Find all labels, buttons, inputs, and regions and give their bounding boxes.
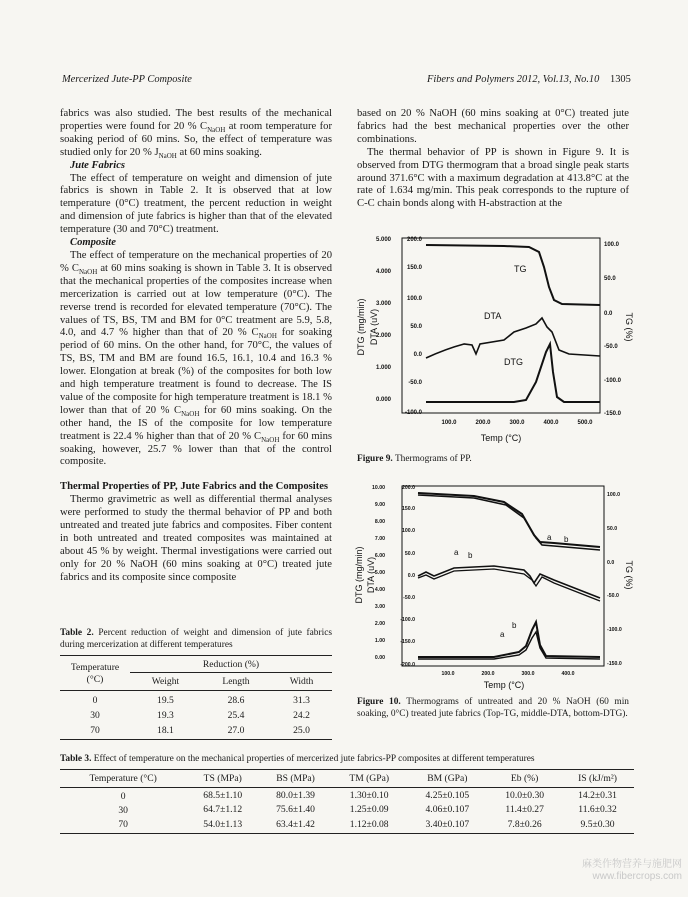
table2-cell: 18.1 <box>157 725 174 736</box>
fig9-label-dtg: DTG <box>504 357 523 367</box>
fig10-dta-tick: 200.0 <box>402 485 415 491</box>
table3-cell: 70 <box>118 819 128 830</box>
watermark <box>582 859 682 883</box>
watermark-line1: 麻类作物营养与施肥网 <box>582 859 682 870</box>
table3-cell: 14.2±0.31 <box>578 789 617 801</box>
table-row <box>60 706 332 721</box>
fig10-dtg-tick: 2.00 <box>374 621 385 627</box>
fig9-tg-tick: 100.0 <box>604 242 620 248</box>
table3-cell: 11.6±0.32 <box>578 803 617 815</box>
table3-cell: 10.0±0.30 <box>505 789 545 801</box>
table2-cell: 0 <box>92 695 98 706</box>
fig9-dtg-tick: 1.000 <box>375 365 391 371</box>
fig9-x-tick: 300.0 <box>509 420 525 426</box>
table3-cell: 3.40±0.107 <box>425 819 470 830</box>
fig9-dta-tick: 0.0 <box>413 352 422 358</box>
table2-cell: 24.2 <box>293 710 310 721</box>
fig10-x-tick: 300.0 <box>521 671 535 677</box>
fig9-dta-tick: 200.0 <box>406 237 422 243</box>
table-row <box>60 691 332 707</box>
fig9-tg-tick: 0.0 <box>604 311 613 317</box>
fig9-tg-tick: 50.0 <box>604 276 616 282</box>
table3-cell: 64.7±1.12 <box>203 803 243 815</box>
fig9-dta-tick: 100.0 <box>406 296 422 302</box>
paragraph-intro: fabrics was also studied. The best results of the mechanical properties were found for 20 % $C_{NaOH}$ at room temperature for soaking period of 60 mins. So, the effect of temperature was studied only for 20 % $J_{NaOH}$ at 60 mins soaking. <box>60 108 332 160</box>
fig9-tg-tick: -150.0 <box>604 411 622 417</box>
paragraph-jute-fabrics: The effect of temperature on weight and dimension of jute fabrics is shown in Table 2. It is observed that at low temperature (0°C) treatment, the percent reduction in weight and dimension of jute fabrics is higher than that of the elevated temperature (30 and 70°C) treatment. <box>60 172 332 236</box>
fig10-ylabel-dta: DTA (uV) <box>366 556 376 594</box>
table3-cell: 30 <box>118 805 128 816</box>
table2-cell: 25.4 <box>227 710 245 721</box>
right-column <box>357 108 629 211</box>
table2-header-cell: Width <box>289 676 314 687</box>
table2-cell: 28.6 <box>227 695 245 706</box>
fig9-dtg-tick: 4.000 <box>375 269 391 275</box>
paragraph-combinations: based on 20 % NaOH (60 mins soaking at 0°C) treated jute fabrics had the best mechanical properties over the other combinations. <box>357 108 629 145</box>
table2 <box>60 655 332 740</box>
paragraph-thermal: Thermo gravimetric as well as differential thermal analyses were performed to study the thermal behavior of PP and both untreated and treated jute fabrics and composites. Fiber content in both untreated and treated composites was maintained at about 45 % by weight. Thermal investigations were carried out only for 20 % NaOH (60 mins soaking at 0°C) treated jute fabrics and its composite since composite <box>60 494 332 583</box>
fig9-tg-tick: -100.0 <box>604 378 622 384</box>
fig10-ylabel-dtg: DTG (mg/min) <box>354 546 364 604</box>
fig10-dta-tick: -100.0 <box>400 617 415 623</box>
heading-composite: Composite <box>70 237 116 249</box>
table2-cell: 70 <box>90 725 100 736</box>
fig10-ylabel-tg: TG (%) <box>624 560 634 590</box>
table3-cell: 1.30±0.10 <box>349 789 389 801</box>
fig9-x-tick: 400.0 <box>543 420 559 426</box>
fig9-ylabel-tg: TG (%) <box>624 312 634 342</box>
table-row <box>60 816 634 834</box>
table3-caption: Table 3. Effect of temperature on the mechanical properties of mercerized jute fabrics-PP composites at different temperatures <box>60 754 535 764</box>
table2-cell: 30 <box>90 710 100 721</box>
fig10-dtg-tick: 5.00 <box>374 570 385 576</box>
fig10-dta-tick: 50.0 <box>404 551 415 557</box>
table3-header-cell: TS (MPa) <box>203 773 242 784</box>
table3-cell: 4.25±0.105 <box>425 789 470 801</box>
paragraph-composite: The effect of temperature on the mechanical properties of 20 % $C_{NaOH}$ at 60 mins soaking is shown in Table 3. It is observed that the mechanical properties of the composites increase when mercerization is carried out at low temperature (0°C). The reverse trend is recorded for elevated temperature (70°C). The values of TS, BS, TM and BM for 0°C treatment are 5.9, 5.8, 4.0, and 4.7 % higher than that of 20 % $C_{NaOH}$ for soaking period of 60 mins. On the other hand, for 70°C, the values of TS, BS, TM and BM are found 16.5, 16.1, 10.4 and 16.3 % lower. Elongation at break (%) of the composites for both low and high temperature treatment is found to decrease. The IS value of the composite for high temperature treatment is 18.1 % lower than that of 20 % $C_{NaOH}$ for 60 mins soaking. On the other hand, the IS of the composite for low temperature treatment is 22.4 % higher than that of 20 % $C_{NaOH}$ for 60 mins soaking, however, 25.7 % lower than that of the control composite. <box>60 249 332 468</box>
paragraph-pp-thermal: The thermal behavior of PP is shown in Figure 9. It is observed from DTG thermogram that a broad single peak starts around 371.6°C with a maximum degradation at 413.8°C at the rate of 1.634 mg/min. This peak corresponds to the rupture of C-C chain bonds along with H-abstraction at the <box>357 146 629 210</box>
figure10-caption: Figure 10. Thermograms of untreated and 20 % NaOH (60 min soaking, 0°C) treated jute fabrics (Top-TG, middle-DTA, bottom-DTG). <box>357 697 629 719</box>
heading-jute-fabrics: Jute Fabrics <box>70 159 126 171</box>
table-row <box>60 721 332 740</box>
table3-cell: 80.0±1.39 <box>276 789 315 801</box>
fig10-dtg-tick: 10.00 <box>372 485 385 491</box>
fig10-tg-tick: -100.0 <box>607 627 622 633</box>
fig10-dtg-tick: 9.00 <box>374 502 385 508</box>
table2-header-temp: Temperature (°C) <box>70 662 120 685</box>
table2-cell: 19.5 <box>157 695 174 706</box>
fig10-x-tick: 200.0 <box>481 671 495 677</box>
table3-cell: 1.25±0.09 <box>349 803 389 815</box>
fig10-label-b: b <box>468 551 473 560</box>
table2-caption: Table 2. Percent reduction of weight and dimension of jute fabrics during mercerization at different temperatures <box>60 628 332 650</box>
fig10-dta-tick: -200.0 <box>400 662 415 668</box>
table3-cell: 63.4±1.42 <box>276 819 315 830</box>
table3-cell: 54.0±1.13 <box>203 819 243 830</box>
fig9-label-dta: DTA <box>484 311 502 321</box>
fig9-x-tick: 500.0 <box>577 420 593 426</box>
table3 <box>60 769 634 834</box>
fig10-dtg-tick: 4.00 <box>374 587 385 593</box>
table3-cell: 68.5±1.10 <box>203 789 243 801</box>
figure10-chart <box>354 480 634 692</box>
fig10-label-b: b <box>512 621 517 630</box>
left-column <box>60 108 332 585</box>
fig9-dta-tick: -100.0 <box>404 410 422 416</box>
fig10-x-tick: 100.0 <box>441 671 455 677</box>
table2-cell: 25.0 <box>293 725 310 736</box>
fig9-dta-tick: -50.0 <box>408 380 422 386</box>
watermark-line2: www.fibercrops.com <box>592 871 682 882</box>
table3-cell: 4.06±0.107 <box>425 803 470 815</box>
fig9-dta-tick: 150.0 <box>406 265 422 271</box>
table-row <box>60 788 634 803</box>
fig9-dtg-tick: 3.000 <box>375 301 391 307</box>
fig10-label-a: a <box>500 630 505 639</box>
fig9-tg-tick: -50.0 <box>604 344 618 350</box>
fig10-label-a: a <box>547 533 552 542</box>
fig10-dtg-tick: 1.00 <box>374 638 385 644</box>
table2-cell: 19.3 <box>157 710 174 721</box>
fig10-xlabel: Temp (°C) <box>483 680 525 690</box>
fig10-label-b: b <box>564 535 569 544</box>
table2-header-cell: Weight <box>151 676 180 687</box>
table-row <box>60 802 634 816</box>
fig10-dtg-tick: 7.00 <box>374 536 385 542</box>
table3-cell: 75.6±1.40 <box>276 803 315 815</box>
fig9-dtg-tick: 2.000 <box>375 333 391 339</box>
fig10-dta-tick: 0.0 <box>407 573 415 579</box>
figure9-caption: Figure 9. Thermograms of PP. <box>357 454 472 464</box>
fig10-dtg-tick: 3.00 <box>374 604 385 610</box>
fig9-dtg-tick: 5.000 <box>375 237 391 243</box>
journal-citation: Fibers and Polymers 2012, Vol.13, No.10 <box>427 74 600 85</box>
table3-header-cell: TM (GPa) <box>349 773 390 784</box>
heading-thermal-properties: Thermal Properties of PP, Jute Fabrics and the Composites <box>60 481 329 493</box>
table3-header-cell: Eb (%) <box>510 773 539 784</box>
fig10-dtg-tick: 8.00 <box>374 519 385 525</box>
table3-cell: 11.4±0.27 <box>505 803 544 815</box>
table2-header-cell: Length <box>222 676 250 687</box>
fig10-label-a: a <box>454 548 459 557</box>
table3-cell: 0 <box>120 791 126 802</box>
fig10-tg-tick: 50.0 <box>607 526 618 532</box>
table2-cell: 27.0 <box>227 725 245 736</box>
fig9-dta-tick: 50.0 <box>410 324 422 330</box>
fig10-dtg-tick: 0.00 <box>374 655 385 661</box>
page-number: 1305 <box>610 74 631 85</box>
fig9-ylabel-dtg: DTG (mg/min) <box>356 298 366 356</box>
fig9-dtg-tick: 0.000 <box>375 397 391 403</box>
fig10-dta-tick: -50.0 <box>403 595 415 601</box>
fig9-x-tick: 100.0 <box>441 420 457 426</box>
fig10-dtg-tick: 6.00 <box>374 553 385 559</box>
figure9-chart <box>354 232 634 446</box>
table3-header-cell: BS (MPa) <box>276 773 315 784</box>
fig9-label-tg: TG <box>514 264 527 274</box>
fig10-dta-tick: -150.0 <box>400 639 415 645</box>
fig9-x-tick: 200.0 <box>475 420 491 426</box>
fig9-xlabel: Temp (°C) <box>480 433 522 443</box>
table3-header-cell: IS (kJ/m²) <box>578 773 617 784</box>
table2-cell: 31.3 <box>293 695 310 706</box>
fig10-tg-tick: -50.0 <box>607 593 619 599</box>
fig10-dta-tick: 150.0 <box>402 506 415 512</box>
table3-cell: 7.8±0.26 <box>507 819 542 830</box>
table2-header-group: Reduction (%) <box>130 656 332 673</box>
fig9-ylabel-dta: DTA (uV) <box>369 308 379 346</box>
fig10-tg-tick: 0.0 <box>607 560 615 566</box>
table3-cell: 1.12±0.08 <box>349 819 389 830</box>
table3-header-cell: Temperature (°C) <box>89 773 157 784</box>
table3-cell: 9.5±0.30 <box>580 819 615 830</box>
fig10-tg-tick: 100.0 <box>607 492 620 498</box>
table3-header-cell: BM (GPa) <box>427 773 468 784</box>
running-title: Mercerized Jute-PP Composite <box>62 74 192 85</box>
fig10-dta-tick: 100.0 <box>402 528 415 534</box>
fig10-x-tick: 400.0 <box>561 671 575 677</box>
fig10-tg-tick: -150.0 <box>607 661 622 667</box>
